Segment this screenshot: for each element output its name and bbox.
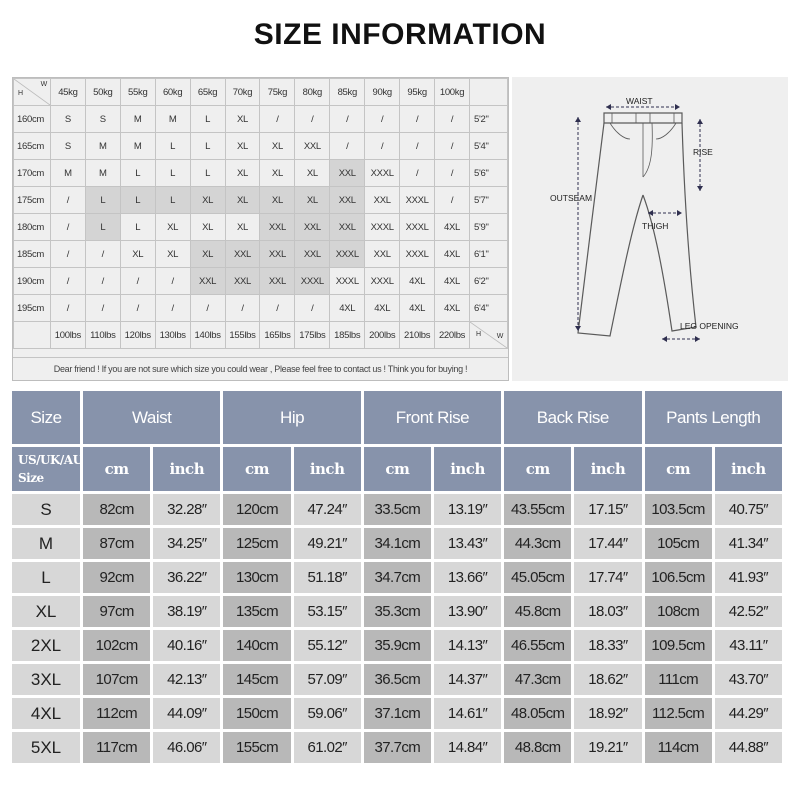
front-cm-cell: 37.7cm <box>364 732 431 763</box>
waist-cm-cell: 102cm <box>83 630 150 661</box>
grid-size-cell: S <box>85 106 120 133</box>
grid-size-cell: XL <box>190 187 225 214</box>
grid-row <box>14 133 508 160</box>
grid-size-cell: XXL <box>365 187 400 214</box>
waist-cm-cell: 82cm <box>83 494 150 525</box>
hip-cm-cell: 145cm <box>223 664 290 695</box>
pants-measurement-diagram <box>512 77 788 381</box>
grid-size-cell: 4XL <box>435 295 470 322</box>
back-in-cell: 18.03″ <box>574 596 641 627</box>
grid-size-cell: L <box>120 187 155 214</box>
weight-kg-header: 80kg <box>295 79 330 106</box>
back-in-cell: 18.33″ <box>574 630 641 661</box>
grid-size-cell: S <box>50 106 85 133</box>
len-in-cell: 44.88″ <box>715 732 782 763</box>
len-in-cell: 43.11″ <box>715 630 782 661</box>
grid-size-cell: XXL <box>225 268 260 295</box>
grid-size-cell: / <box>50 241 85 268</box>
waist-cm-cell: 87cm <box>83 528 150 559</box>
grid-size-cell: / <box>330 133 365 160</box>
weight-lbs-header: 165lbs <box>260 322 295 349</box>
back-in-cell: 17.74″ <box>574 562 641 593</box>
grid-size-cell: XXXL <box>400 187 435 214</box>
weight-kg-header: 85kg <box>330 79 365 106</box>
grid-size-cell: M <box>85 160 120 187</box>
header-waist: Waist <box>83 391 220 444</box>
grid-size-cell: / <box>365 133 400 160</box>
len-cm-cell: 112.5cm <box>645 698 712 729</box>
waist-label: WAIST <box>626 96 653 106</box>
grid-size-cell: / <box>155 295 190 322</box>
waist-in-cell: 38.19″ <box>153 596 220 627</box>
grid-size-cell: 4XL <box>330 295 365 322</box>
waist-in-cell: 36.22″ <box>153 562 220 593</box>
weight-lbs-row <box>14 322 508 349</box>
size-label: L <box>12 562 80 593</box>
weight-lbs-header: 110lbs <box>85 322 120 349</box>
len-in-cell: 41.93″ <box>715 562 782 593</box>
grid-size-cell: XXL <box>365 241 400 268</box>
front-in-cell: 14.13″ <box>434 630 501 661</box>
len-cm-cell: 106.5cm <box>645 562 712 593</box>
grid-size-cell: L <box>190 133 225 160</box>
rise-label: RISE <box>693 147 713 157</box>
back-cm-cell: 48.8cm <box>504 732 571 763</box>
weight-lbs-header: 175lbs <box>295 322 330 349</box>
grid-size-cell: / <box>435 133 470 160</box>
back-in-cell: 18.62″ <box>574 664 641 695</box>
grid-size-cell: XL <box>190 241 225 268</box>
unit-cm: cm <box>504 447 571 491</box>
size-label: XL <box>12 596 80 627</box>
len-in-cell: 43.70″ <box>715 664 782 695</box>
waist-in-cell: 40.16″ <box>153 630 220 661</box>
grid-size-cell: / <box>120 268 155 295</box>
size-row <box>12 562 782 593</box>
header-front-rise: Front Rise <box>364 391 501 444</box>
hip-cm-cell: 140cm <box>223 630 290 661</box>
grid-size-cell: L <box>155 187 190 214</box>
grid-size-cell: / <box>190 295 225 322</box>
height-ft-label: 5'6" <box>470 160 508 187</box>
grid-size-cell: / <box>50 214 85 241</box>
grid-size-cell: M <box>120 133 155 160</box>
weight-lbs-header: 140lbs <box>190 322 225 349</box>
grid-size-cell: 4XL <box>365 295 400 322</box>
grid-size-cell: / <box>365 106 400 133</box>
header-pants-length: Pants Length <box>645 391 783 444</box>
grid-size-cell: XL <box>155 241 190 268</box>
hip-cm-cell: 130cm <box>223 562 290 593</box>
grid-row <box>14 295 508 322</box>
grid-size-cell: 4XL <box>435 241 470 268</box>
grid-size-cell: / <box>295 106 330 133</box>
grid-size-cell: / <box>50 295 85 322</box>
grid-size-cell: XL <box>225 187 260 214</box>
grid-size-cell: / <box>120 295 155 322</box>
front-in-cell: 13.66″ <box>434 562 501 593</box>
len-cm-cell: 111cm <box>645 664 712 695</box>
back-in-cell: 18.92″ <box>574 698 641 729</box>
size-label: 3XL <box>12 664 80 695</box>
grid-corner-empty <box>470 79 508 106</box>
size-region-header <box>12 447 83 491</box>
grid-size-cell: L <box>85 214 120 241</box>
unit-inch: inch <box>574 447 641 491</box>
grid-size-cell: / <box>85 295 120 322</box>
weight-lbs-header: 210lbs <box>400 322 435 349</box>
grid-row <box>14 241 508 268</box>
grid-size-cell: / <box>50 187 85 214</box>
corner-weight-label: W <box>40 81 47 88</box>
grid-size-cell: XXL <box>190 268 225 295</box>
grid-corner-bottom <box>470 322 508 349</box>
weight-lbs-header: 130lbs <box>155 322 190 349</box>
grid-size-cell: S <box>50 133 85 160</box>
weight-kg-header: 75kg <box>260 79 295 106</box>
grid-row <box>14 268 508 295</box>
grid-size-cell: / <box>435 160 470 187</box>
back-cm-cell: 43.55cm <box>504 494 571 525</box>
size-label: 4XL <box>12 698 80 729</box>
grid-size-cell: XXL <box>225 241 260 268</box>
front-cm-cell: 34.1cm <box>364 528 431 559</box>
leg-opening-label: LEG OPENING <box>680 321 739 331</box>
size-label: S <box>12 494 80 525</box>
size-region-line2: Size <box>18 471 44 485</box>
height-ft-label: 5'4" <box>470 133 508 160</box>
header-back-rise: Back Rise <box>504 391 641 444</box>
front-in-cell: 14.84″ <box>434 732 501 763</box>
grid-size-cell: M <box>120 106 155 133</box>
weight-kg-header: 70kg <box>225 79 260 106</box>
grid-size-cell: L <box>155 133 190 160</box>
unit-cm: cm <box>83 447 150 491</box>
back-cm-cell: 48.05cm <box>504 698 571 729</box>
header-size: Size <box>12 391 80 444</box>
grid-size-cell: XL <box>225 106 260 133</box>
unit-cm: cm <box>223 447 290 491</box>
chart-header-row <box>12 391 782 444</box>
grid-size-cell: XXL <box>330 214 365 241</box>
grid-row <box>14 106 508 133</box>
weight-kg-header: 100kg <box>435 79 470 106</box>
waist-cm-cell: 107cm <box>83 664 150 695</box>
weight-kg-row <box>14 79 508 106</box>
grid-size-cell: XL <box>260 160 295 187</box>
hip-in-cell: 51.18″ <box>294 562 361 593</box>
grid-size-cell: XL <box>295 187 330 214</box>
weight-kg-header: 55kg <box>120 79 155 106</box>
hip-in-cell: 49.21″ <box>294 528 361 559</box>
back-in-cell: 19.21″ <box>574 732 641 763</box>
grid-size-cell: XL <box>260 133 295 160</box>
unit-inch: inch <box>715 447 782 491</box>
front-cm-cell: 34.7cm <box>364 562 431 593</box>
grid-size-cell: XL <box>190 214 225 241</box>
len-cm-cell: 103.5cm <box>645 494 712 525</box>
height-cm-label: 165cm <box>14 133 51 160</box>
grid-size-cell: / <box>400 160 435 187</box>
hip-in-cell: 55.12″ <box>294 630 361 661</box>
weight-kg-header: 60kg <box>155 79 190 106</box>
hip-in-cell: 61.02″ <box>294 732 361 763</box>
grid-size-cell: XXL <box>295 214 330 241</box>
grid-size-cell: XXXL <box>295 268 330 295</box>
len-in-cell: 40.75″ <box>715 494 782 525</box>
front-cm-cell: 36.5cm <box>364 664 431 695</box>
unit-cm: cm <box>364 447 431 491</box>
weight-lbs-header: 185lbs <box>330 322 365 349</box>
size-row <box>12 494 782 525</box>
corner-height-label: H <box>476 331 481 338</box>
grid-size-cell: XL <box>155 214 190 241</box>
hip-in-cell: 47.24″ <box>294 494 361 525</box>
size-row <box>12 664 782 695</box>
grid-size-cell: XXXL <box>400 214 435 241</box>
len-cm-cell: 105cm <box>645 528 712 559</box>
grid-size-cell: / <box>225 295 260 322</box>
grid-size-cell: XXXL <box>365 160 400 187</box>
waist-cm-cell: 92cm <box>83 562 150 593</box>
weight-lbs-header: 100lbs <box>50 322 85 349</box>
size-chart-table <box>9 388 785 766</box>
grid-size-cell: M <box>85 133 120 160</box>
size-row <box>12 630 782 661</box>
grid-size-cell: / <box>155 268 190 295</box>
grid-row <box>14 187 508 214</box>
grid-size-cell: XXL <box>295 133 330 160</box>
front-in-cell: 13.19″ <box>434 494 501 525</box>
height-cm-label: 175cm <box>14 187 51 214</box>
unit-inch: inch <box>153 447 220 491</box>
chart-unit-row <box>12 447 782 491</box>
grid-size-cell: XXXL <box>330 268 365 295</box>
len-cm-cell: 109.5cm <box>645 630 712 661</box>
waist-cm-cell: 97cm <box>83 596 150 627</box>
height-cm-label: 190cm <box>14 268 51 295</box>
grid-size-cell: XL <box>260 187 295 214</box>
hip-in-cell: 59.06″ <box>294 698 361 729</box>
waist-in-cell: 34.25″ <box>153 528 220 559</box>
height-cm-label: 170cm <box>14 160 51 187</box>
waist-cm-cell: 112cm <box>83 698 150 729</box>
front-cm-cell: 35.9cm <box>364 630 431 661</box>
grid-size-cell: XXL <box>260 214 295 241</box>
grid-size-cell: XXXL <box>365 268 400 295</box>
grid-size-cell: / <box>85 241 120 268</box>
height-ft-label: 6'2" <box>470 268 508 295</box>
front-cm-cell: 37.1cm <box>364 698 431 729</box>
thigh-label: THIGH <box>642 221 669 231</box>
front-in-cell: 13.43″ <box>434 528 501 559</box>
weight-lbs-header: 220lbs <box>435 322 470 349</box>
grid-size-cell: / <box>435 106 470 133</box>
size-recommendation-grid <box>12 77 509 381</box>
grid-size-cell: / <box>330 106 365 133</box>
grid-size-cell: XL <box>120 241 155 268</box>
waist-in-cell: 32.28″ <box>153 494 220 525</box>
height-cm-label: 180cm <box>14 214 51 241</box>
waist-in-cell: 44.09″ <box>153 698 220 729</box>
height-ft-label: 6'4" <box>470 295 508 322</box>
hip-cm-cell: 120cm <box>223 494 290 525</box>
grid-size-cell: XXL <box>260 268 295 295</box>
height-ft-label: 5'2" <box>470 106 508 133</box>
back-cm-cell: 47.3cm <box>504 664 571 695</box>
size-label: 2XL <box>12 630 80 661</box>
weight-kg-header: 95kg <box>400 79 435 106</box>
grid-size-cell: L <box>120 160 155 187</box>
height-ft-label: 5'9" <box>470 214 508 241</box>
grid-size-cell: XXL <box>330 187 365 214</box>
front-cm-cell: 33.5cm <box>364 494 431 525</box>
grid-size-cell: / <box>50 268 85 295</box>
front-in-cell: 13.90″ <box>434 596 501 627</box>
grid-corner <box>14 79 51 106</box>
back-cm-cell: 44.3cm <box>504 528 571 559</box>
unit-cm: cm <box>645 447 712 491</box>
waist-cm-cell: 117cm <box>83 732 150 763</box>
outseam-label: OUTSEAM <box>550 193 593 203</box>
grid-size-cell: XXL <box>295 241 330 268</box>
size-row <box>12 528 782 559</box>
grid-size-cell: XL <box>225 160 260 187</box>
hip-in-cell: 53.15″ <box>294 596 361 627</box>
height-cm-label: 195cm <box>14 295 51 322</box>
unit-inch: inch <box>434 447 501 491</box>
grid-size-cell: XXXL <box>330 241 365 268</box>
grid-size-cell: 4XL <box>400 295 435 322</box>
grid-size-cell: L <box>190 160 225 187</box>
hip-cm-cell: 155cm <box>223 732 290 763</box>
weight-kg-header: 90kg <box>365 79 400 106</box>
hip-cm-cell: 150cm <box>223 698 290 729</box>
hip-cm-cell: 135cm <box>223 596 290 627</box>
weight-kg-header: 45kg <box>50 79 85 106</box>
front-cm-cell: 35.3cm <box>364 596 431 627</box>
grid-row <box>14 214 508 241</box>
weight-lbs-header: 200lbs <box>365 322 400 349</box>
grid-size-cell: XL <box>295 160 330 187</box>
size-row <box>12 732 782 763</box>
grid-size-cell: / <box>295 295 330 322</box>
grid-size-cell: 4XL <box>435 268 470 295</box>
weight-kg-header: 65kg <box>190 79 225 106</box>
size-region-line1: US/UK/AU <box>18 453 83 467</box>
grid-size-cell: / <box>435 187 470 214</box>
len-cm-cell: 114cm <box>645 732 712 763</box>
grid-size-cell: L <box>190 106 225 133</box>
back-cm-cell: 45.8cm <box>504 596 571 627</box>
size-row <box>12 698 782 729</box>
height-ft-label: 6'1" <box>470 241 508 268</box>
contact-note: Dear friend ! If you are not sure which size you could wear , Please feel free to contact us ! Think you for buying ! <box>13 357 508 381</box>
grid-size-cell: XXL <box>260 241 295 268</box>
size-label: M <box>12 528 80 559</box>
grid-size-cell: XXXL <box>365 214 400 241</box>
grid-size-cell: M <box>155 106 190 133</box>
back-in-cell: 17.15″ <box>574 494 641 525</box>
grid-size-cell: 4XL <box>435 214 470 241</box>
waist-in-cell: 46.06″ <box>153 732 220 763</box>
front-in-cell: 14.37″ <box>434 664 501 695</box>
waist-in-cell: 42.13″ <box>153 664 220 695</box>
grid-size-cell: / <box>400 133 435 160</box>
back-in-cell: 17.44″ <box>574 528 641 559</box>
weight-lbs-header: 155lbs <box>225 322 260 349</box>
height-cm-label: 185cm <box>14 241 51 268</box>
height-weight-table <box>13 78 508 349</box>
grid-size-cell: / <box>400 106 435 133</box>
grid-size-cell: L <box>155 160 190 187</box>
grid-size-cell: L <box>120 214 155 241</box>
back-cm-cell: 46.55cm <box>504 630 571 661</box>
height-ft-label: 5'7" <box>470 187 508 214</box>
corner-weight-label: W <box>496 333 503 340</box>
size-row <box>12 596 782 627</box>
grid-size-cell: XL <box>225 214 260 241</box>
grid-size-cell: 4XL <box>400 268 435 295</box>
hip-in-cell: 57.09″ <box>294 664 361 695</box>
front-in-cell: 14.61″ <box>434 698 501 729</box>
grid-row <box>14 160 508 187</box>
size-label: 5XL <box>12 732 80 763</box>
grid-size-cell: XXL <box>330 160 365 187</box>
height-cm-label: 160cm <box>14 106 51 133</box>
header-hip: Hip <box>223 391 360 444</box>
back-cm-cell: 45.05cm <box>504 562 571 593</box>
weight-lbs-header: 120lbs <box>120 322 155 349</box>
hip-cm-cell: 125cm <box>223 528 290 559</box>
corner-height-label: H <box>18 90 23 97</box>
page-title: SIZE INFORMATION <box>253 18 547 51</box>
grid-size-cell: XXXL <box>400 241 435 268</box>
grid-size-cell: / <box>260 106 295 133</box>
grid-size-cell: M <box>50 160 85 187</box>
unit-inch: inch <box>294 447 361 491</box>
weight-kg-header: 50kg <box>85 79 120 106</box>
len-in-cell: 41.34″ <box>715 528 782 559</box>
grid-size-cell: / <box>260 295 295 322</box>
len-in-cell: 42.52″ <box>715 596 782 627</box>
grid-size-cell: XL <box>225 133 260 160</box>
len-in-cell: 44.29″ <box>715 698 782 729</box>
grid-size-cell: / <box>85 268 120 295</box>
grid-size-cell: L <box>85 187 120 214</box>
grid-blank <box>14 322 51 349</box>
len-cm-cell: 108cm <box>645 596 712 627</box>
